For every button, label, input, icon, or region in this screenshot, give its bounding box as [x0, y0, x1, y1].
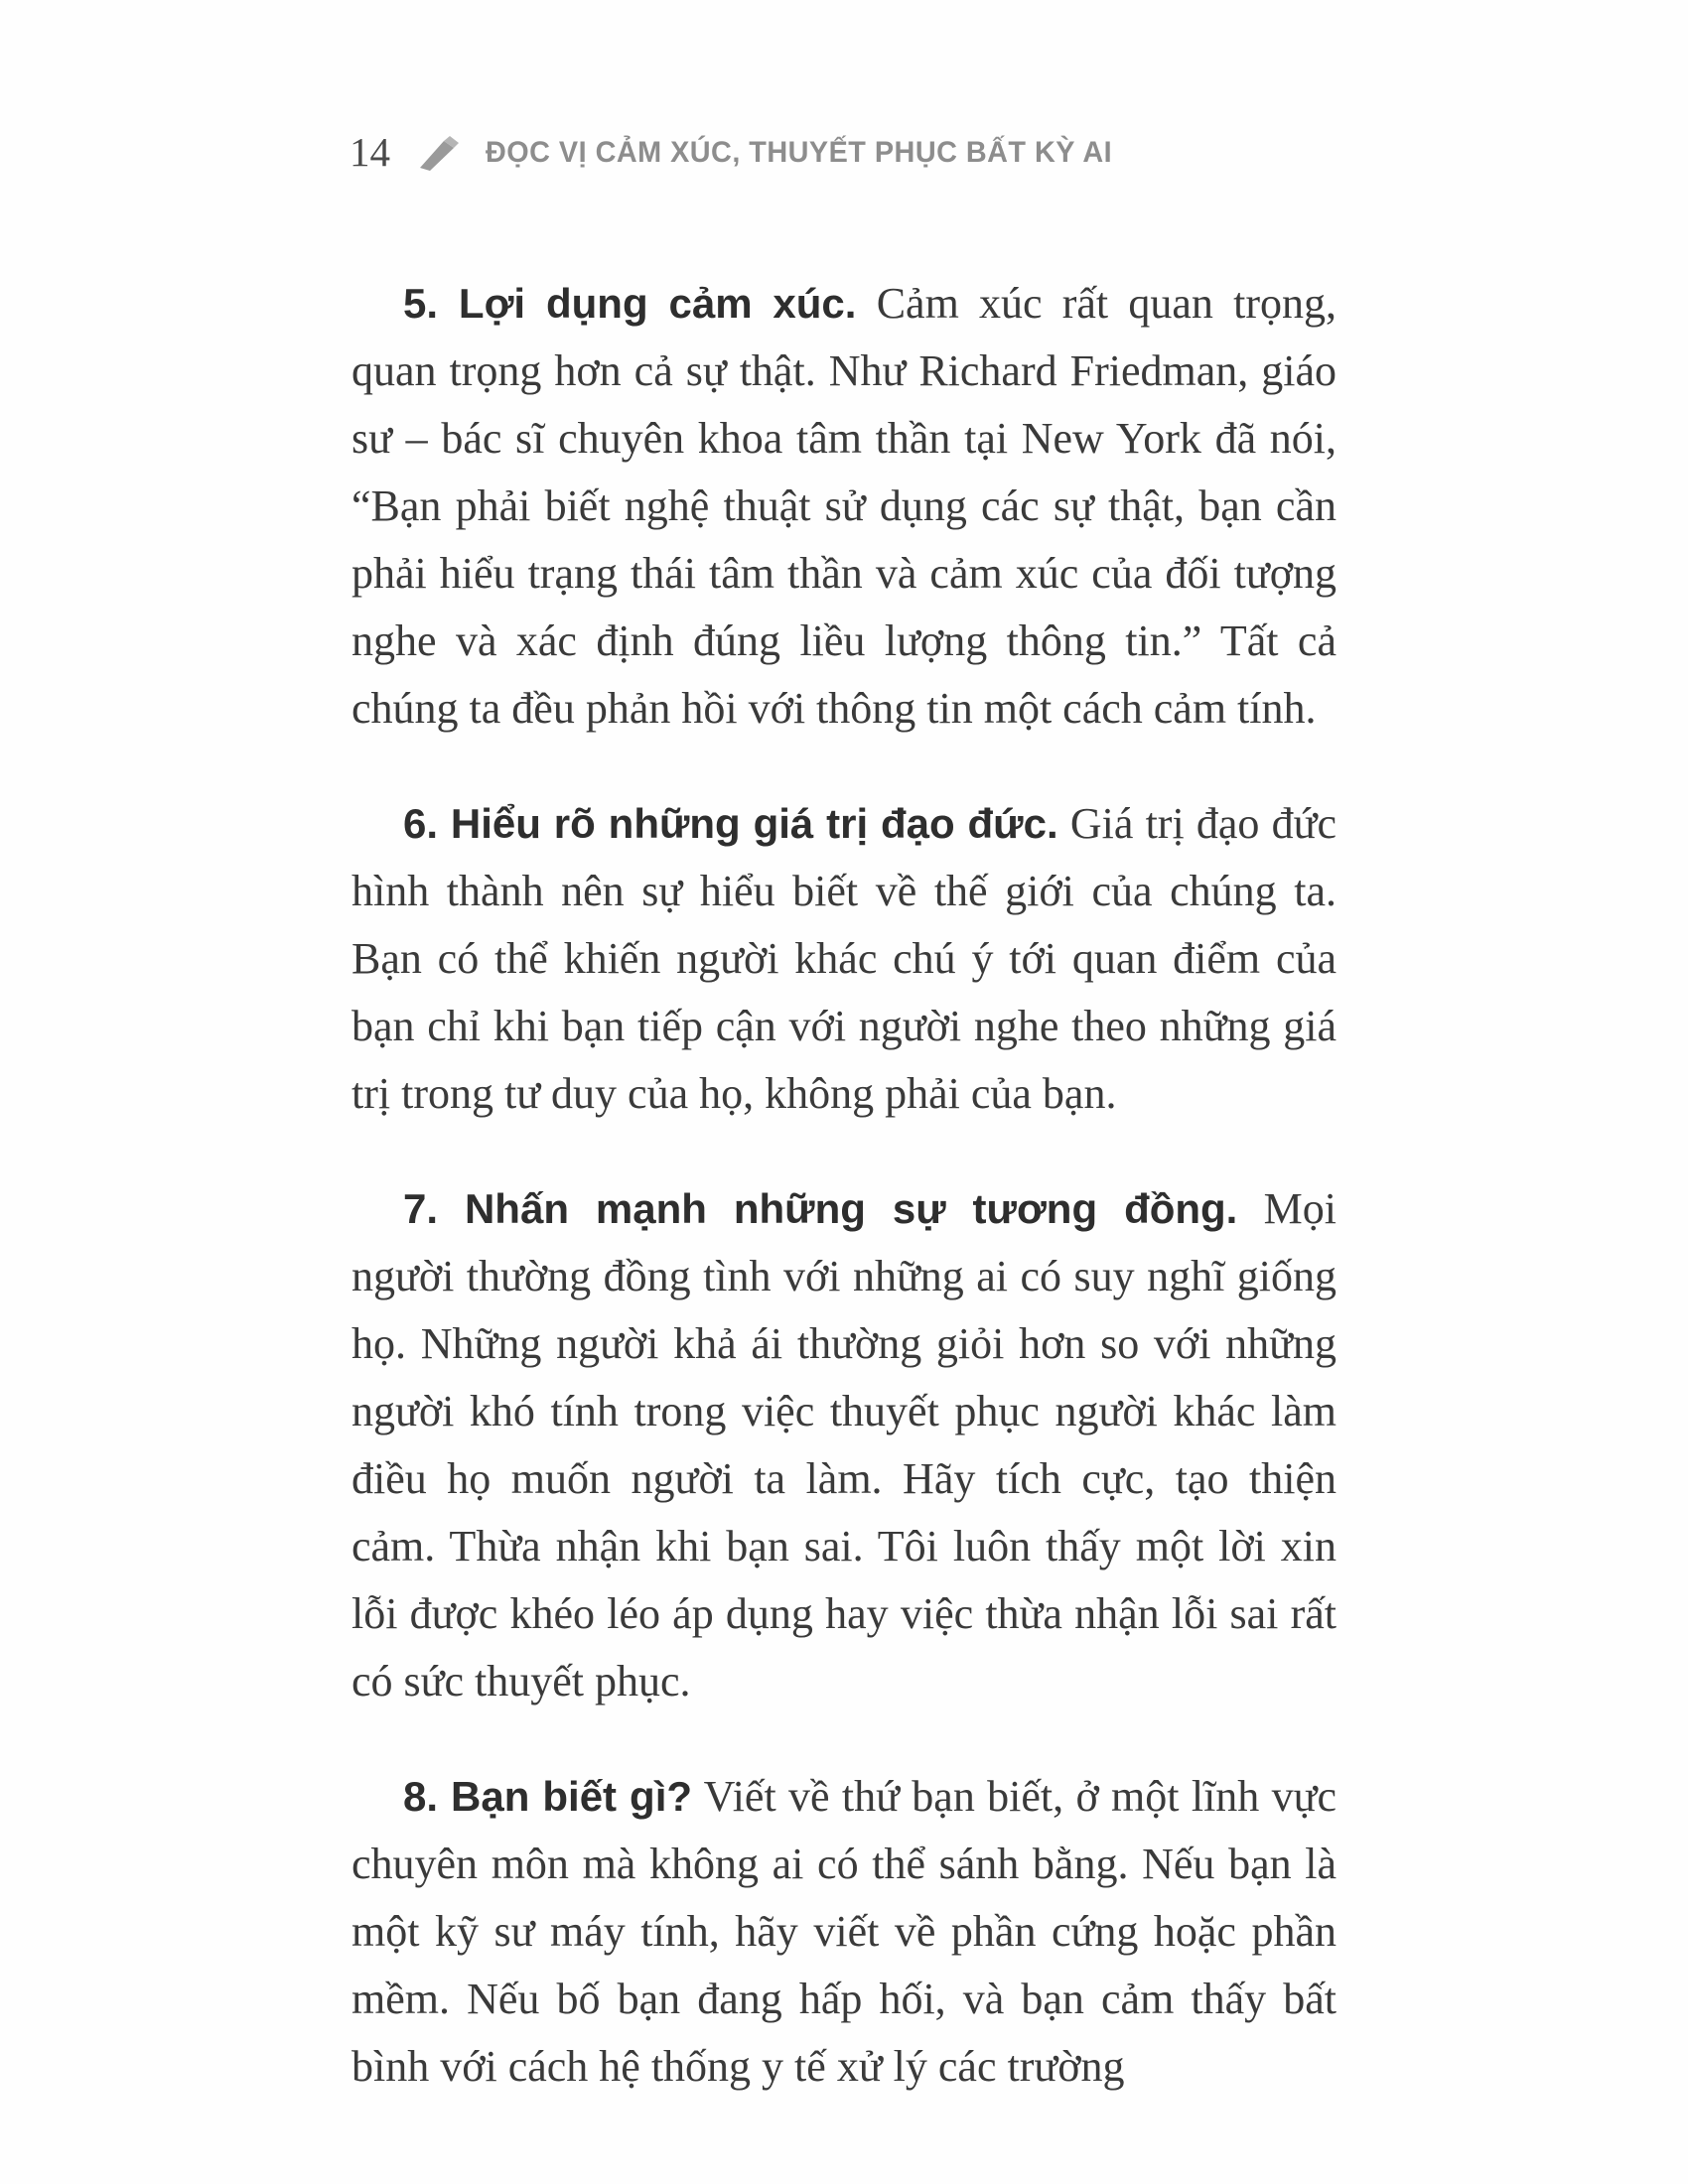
page-number: 14 [350, 129, 390, 175]
paragraph-5-heading: 5. Lợi dụng cảm xúc. [403, 280, 857, 327]
paragraph-8-heading: 8. Bạn biết gì? [403, 1773, 693, 1820]
paragraph-6-body: Giá trị đạo đức hình thành nên sự hiểu biết về thế giới của chúng ta. Bạn có thể khiến người khác chú ý tới quan điểm của bạn chỉ khi bạn tiếp cận với người nghe theo những giá trị trong tư duy của họ, không phải của bạn. [352, 799, 1336, 1118]
page-header [350, 129, 1337, 175]
page-content [352, 270, 1336, 2101]
paragraph-8-body: Viết về thứ bạn biết, ở một lĩnh vực chuyên môn mà không ai có thể sánh bằng. Nếu bạn là một kỹ sư máy tính, hãy viết về phần cứng hoặc phần mềm. Nếu bố bạn đang hấp hối, và bạn cảm thấy bất bình với cách hệ thống y tế xử lý các trường [352, 1772, 1336, 2091]
paragraph-8 [352, 1763, 1336, 2101]
paragraph-6-heading: 6. Hiểu rõ những giá trị đạo đức. [403, 800, 1058, 847]
paragraph-5-body: Cảm xúc rất quan trọng, quan trọng hơn cả sự thật. Như Richard Friedman, giáo sư – bác sĩ chuyên khoa tâm thần tại New York đã nói, “Bạn phải biết nghệ thuật sử dụng các sự thật, bạn cần phải hiểu trạng thái tâm thần và cảm xúc của đối tượng nghe và xác định đúng liều lượng thông tin.” Tất cả chúng ta đều phản hồi với thông tin một cách cảm tính. [352, 279, 1336, 733]
paragraph-5 [352, 270, 1336, 743]
paragraph-7-heading: 7. Nhấn mạnh những sự tương đồng. [403, 1185, 1238, 1232]
paragraph-7-body: Mọi người thường đồng tình với những ai có suy nghĩ giống họ. Những người khả ái thường giỏi hơn so với những người khó tính trong việc thuyết phục người khác làm điều họ muốn người ta làm. Hãy tích cực, tạo thiện cảm. Thừa nhận khi bạn sai. Tôi luôn thấy một lời xin lỗi được khéo léo áp dụng hay việc thừa nhận lỗi sai rất có sức thuyết phục. [352, 1184, 1336, 1706]
pen-nib-icon [416, 135, 460, 171]
paragraph-6 [352, 790, 1336, 1128]
running-title: ĐỌC VỊ CẢM XÚC, THUYẾT PHỤC BẤT KỲ AI [486, 135, 1113, 169]
paragraph-7 [352, 1175, 1336, 1715]
